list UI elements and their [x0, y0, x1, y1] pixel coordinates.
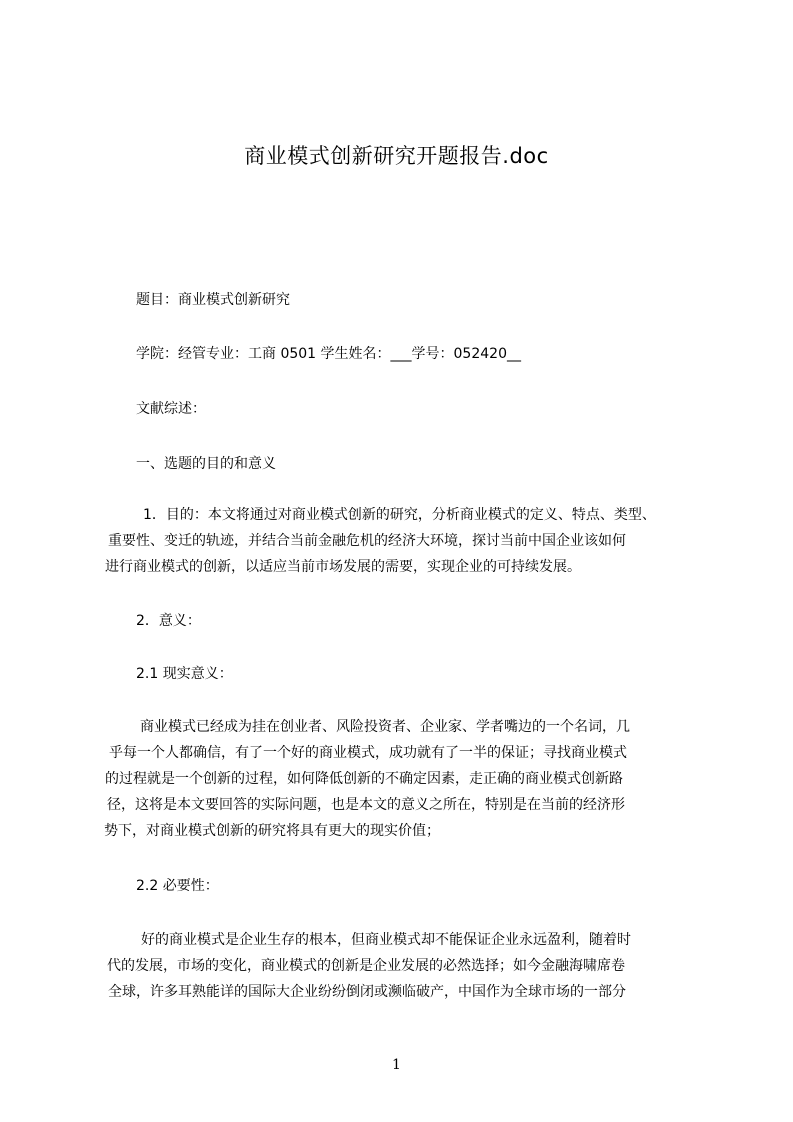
- paragraph-line: 势下，对商业模式创新的研究将具有更大的现实价值；: [104, 823, 440, 839]
- paragraph-line: 的过程就是一个创新的过程，如何降低创新的不确定因素，走正确的商业模式创新路: [105, 771, 623, 787]
- paragraph-line: 重要性、变迁的轨迹，并结合当前金融危机的经济大环境，探讨当前中国企业该如何: [108, 533, 626, 549]
- paragraph-line: 商业模式已经成为挂在创业者、风险投资者、企业家、学者嘴边的一个名词，几: [140, 719, 630, 735]
- student-info-line: 学院：经管专业：工商 0501 学生姓名：___学号：052420__: [136, 346, 521, 362]
- topic-line: 题目：商业模式创新研究: [136, 292, 290, 308]
- page-number: 1: [392, 1057, 401, 1073]
- paragraph-line: 1．目的：本文将通过对商业模式创新的研究，分析商业模式的定义、特点、类型、: [143, 507, 656, 523]
- paragraph-line: 进行商业模式的创新，以适应当前市场发展的需要，实现企业的可持续发展。: [105, 559, 581, 575]
- paragraph-line: 乎每一个人都确信，有了一个好的商业模式，成功就有了一半的保证；寻找商业模式: [109, 745, 627, 761]
- section-heading-purpose-significance: 一、选题的目的和意义: [136, 456, 276, 472]
- paragraph-line: 全球，许多耳熟能详的国际大企业纷纷倒闭或濒临破产，中国作为全球市场的一部分: [108, 984, 626, 1000]
- literature-review-label: 文献综述：: [136, 401, 206, 417]
- significance-heading: 2．意义：: [136, 613, 201, 629]
- practical-significance-heading: 2.1 现实意义：: [136, 666, 233, 682]
- document-title: 商业模式创新研究开题报告.doc: [244, 144, 549, 168]
- paragraph-line: 好的商业模式是企业生存的根本，但商业模式却不能保证企业永远盈利，随着时: [141, 932, 631, 948]
- necessity-heading: 2.2 必要性：: [136, 878, 219, 894]
- paragraph-line: 径，这将是本文要回答的实际问题，也是本文的意义之所在，特别是在当前的经济形: [107, 797, 625, 813]
- paragraph-line: 代的发展，市场的变化，商业模式的创新是企业发展的必然选择；如今金融海啸席卷: [107, 958, 625, 974]
